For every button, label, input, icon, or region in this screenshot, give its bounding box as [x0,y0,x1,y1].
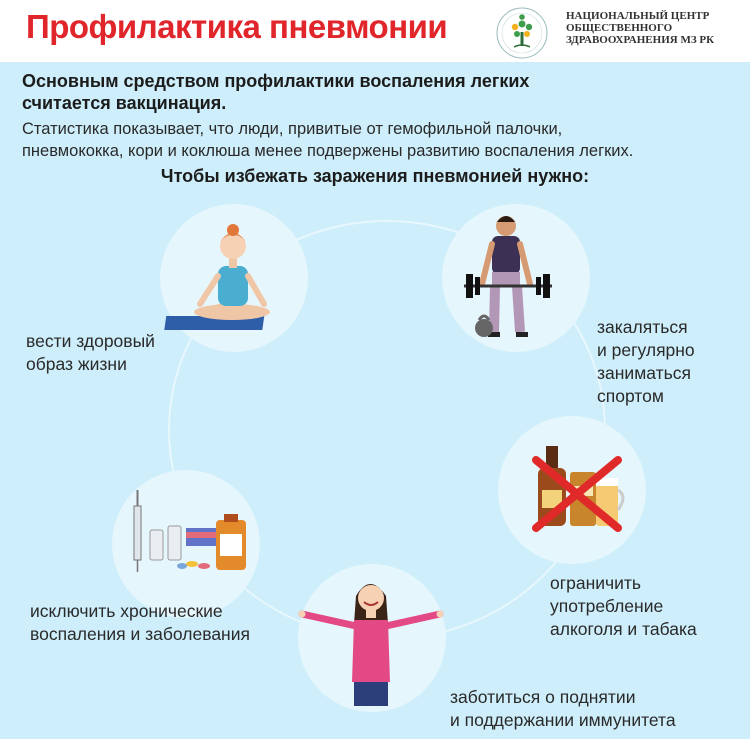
org-name [566,10,714,46]
tip-line: спортом [597,386,664,406]
tip-line: закаляться [597,317,688,337]
tip-line: и регулярно [597,340,695,360]
tip-line: воспаления и заболевания [30,624,250,644]
tip-line: образ жизни [26,354,127,374]
tip-line: алкоголя и табака [550,619,697,639]
tip-healthy-lifestyle [26,330,155,376]
intro-lead-line: считается вакцинация. [22,93,227,113]
tip-line: исключить хронические [30,601,223,621]
immunity-illustration [298,564,446,712]
tip-limit-alcohol [550,572,697,641]
tip-immunity [450,686,676,732]
tip-line: заботиться о поднятии [450,687,636,707]
sport-illustration [442,204,590,352]
tip-chronic-diseases [30,600,250,646]
tip-line: употребление [550,596,664,616]
intro-lead-line: Основным средством профилактики воспаления легких [22,71,530,91]
infographic-body [0,62,750,739]
intro-lead [22,70,722,114]
intro-statistics-line: пневмококка, кори и коклюша менее подвержены развитию воспаления легких. [22,142,634,160]
intro-statistics-line: Статистика показывает, что люди, привитые от гемофильной палочки, [22,120,563,138]
tip-line: и поддержании иммунитета [450,710,676,730]
tip-sport [597,316,695,408]
page-title: Профилактика пневмонии [26,8,448,45]
no-alcohol-illustration [498,416,646,564]
yoga-illustration [160,204,308,352]
org-name-line: ЗДРАВООХРАНЕНИЯ МЗ РК [566,34,715,46]
tip-line: вести здоровый [26,331,155,351]
tip-line: ограничить [550,573,642,593]
intro-statistics [22,118,742,162]
org-logo [492,6,552,60]
tip-line: заниматься [597,363,691,383]
medicine-illustration [112,470,260,618]
org-name-line: ОБЩЕСТВЕННОГО [566,22,673,34]
header [0,0,750,62]
subheading: Чтобы избежать заражения пневмонией нужно: [160,166,590,186]
org-name-line: НАЦИОНАЛЬНЫЙ ЦЕНТР [566,10,710,22]
